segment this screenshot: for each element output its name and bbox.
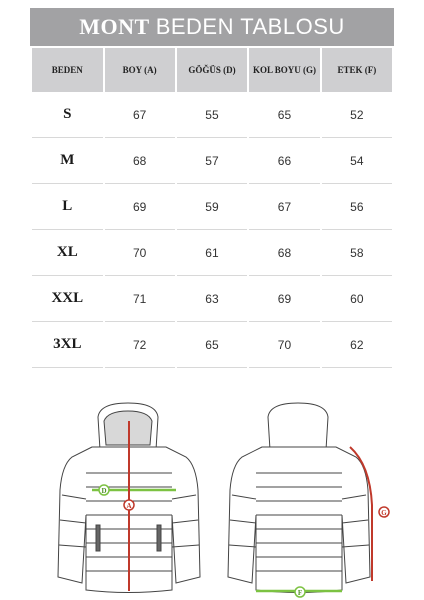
table-row xyxy=(32,230,392,276)
title-text: BEDEN TABLOSU xyxy=(155,14,345,39)
header-gogus: GÖĞÜS (D) xyxy=(177,48,248,92)
jacket-diagram xyxy=(0,395,424,600)
cell-gogus: 57 xyxy=(177,138,248,184)
table-header-row xyxy=(32,48,392,92)
table-row xyxy=(32,138,392,184)
size-label: 3XL xyxy=(32,322,103,368)
cell-etek: 56 xyxy=(322,184,392,230)
header-boy: BOY (A) xyxy=(105,48,175,92)
cell-etek: 54 xyxy=(322,138,392,184)
header-kol-boyu: KOL BOYU (G) xyxy=(249,48,319,92)
cell-kol-boyu: 70 xyxy=(249,322,319,368)
size-label: XL xyxy=(32,230,103,276)
sleeve-marker-label: G xyxy=(381,509,387,517)
hem-marker-label: F xyxy=(297,589,303,597)
cell-boy: 68 xyxy=(105,138,175,184)
table-row xyxy=(32,184,392,230)
cell-kol-boyu: 66 xyxy=(249,138,319,184)
length-marker-label: A xyxy=(126,502,132,510)
cell-kol-boyu: 69 xyxy=(249,276,319,322)
size-table xyxy=(30,48,394,368)
header-beden: BEDEN xyxy=(32,48,103,92)
chest-marker-label: D xyxy=(101,487,107,495)
cell-etek: 62 xyxy=(322,322,392,368)
table-row xyxy=(32,276,392,322)
cell-gogus: 65 xyxy=(177,322,248,368)
cell-kol-boyu: 65 xyxy=(249,92,319,138)
header-etek: ETEK (F) xyxy=(322,48,392,92)
cell-gogus: 63 xyxy=(177,276,248,322)
cell-kol-boyu: 68 xyxy=(249,230,319,276)
size-label: L xyxy=(32,184,103,230)
page-title xyxy=(30,8,394,46)
cell-gogus: 59 xyxy=(177,184,248,230)
cell-kol-boyu: 67 xyxy=(249,184,319,230)
jacket-back-illustration xyxy=(228,403,370,593)
title-brand: MONT xyxy=(79,14,150,39)
cell-etek: 60 xyxy=(322,276,392,322)
table-row xyxy=(32,322,392,368)
cell-boy: 70 xyxy=(105,230,175,276)
table-row xyxy=(32,92,392,138)
cell-boy: 69 xyxy=(105,184,175,230)
cell-etek: 52 xyxy=(322,92,392,138)
cell-boy: 71 xyxy=(105,276,175,322)
size-label: M xyxy=(32,138,103,184)
cell-boy: 67 xyxy=(105,92,175,138)
size-label: XXL xyxy=(32,276,103,322)
cell-gogus: 61 xyxy=(177,230,248,276)
cell-etek: 58 xyxy=(322,230,392,276)
cell-boy: 72 xyxy=(105,322,175,368)
cell-gogus: 55 xyxy=(177,92,248,138)
size-label: S xyxy=(32,92,103,138)
